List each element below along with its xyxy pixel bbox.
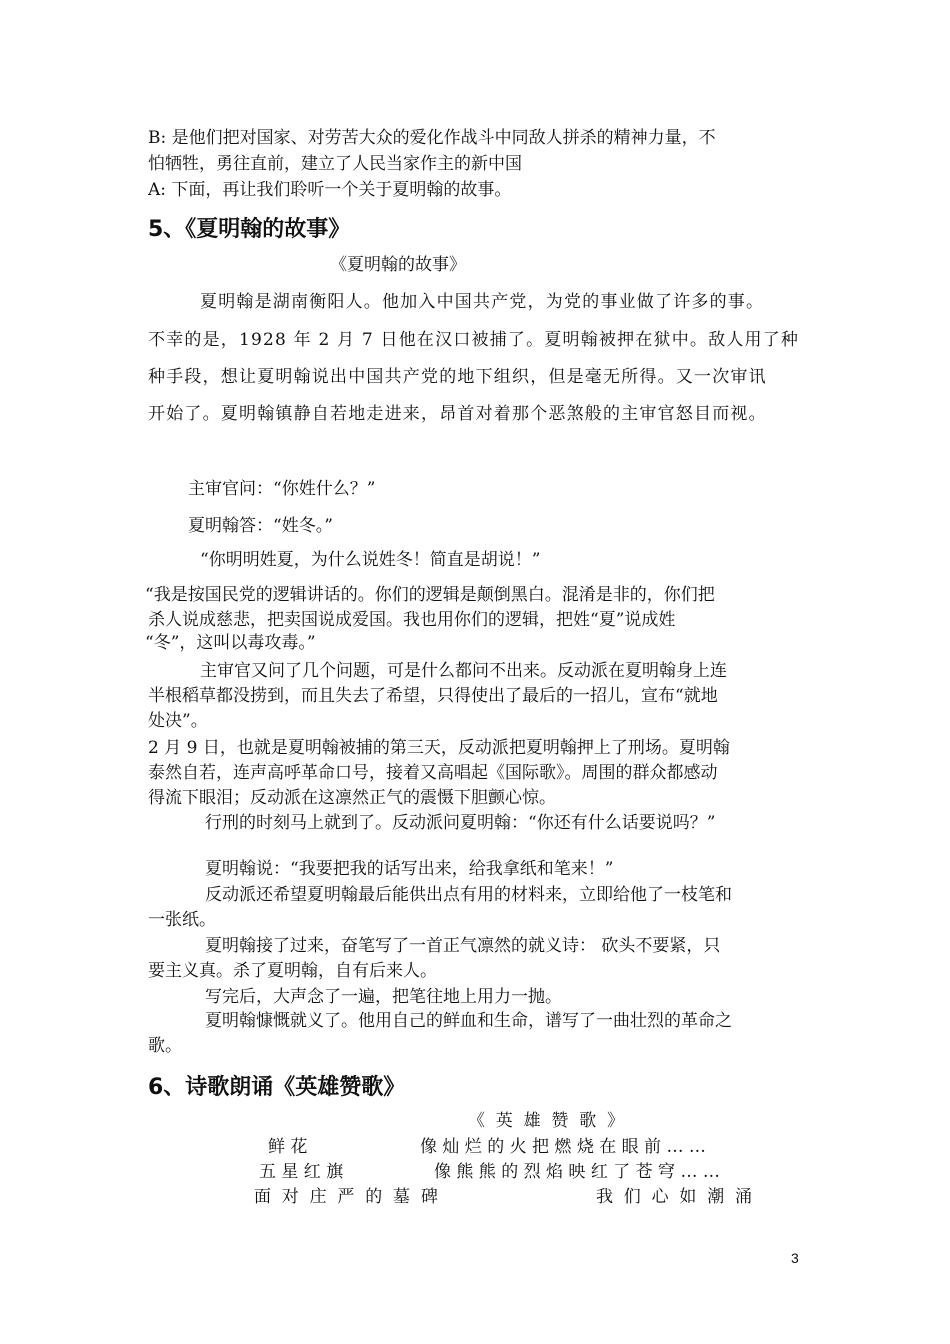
- story-p1-line: 不幸的是，1928 年 2 月 7 日他在汉口被捕了。夏明翰被押在狱中。敌人用了种: [148, 330, 800, 350]
- story-p3-line: 2 月 9 日，也就是夏明翰被捕的第三天，反动派把夏明翰押上了刑场。夏明翰: [148, 738, 730, 758]
- story-p3-line: 得流下眼泪；反动派在这凛然正气的震慑下胆颤心惊。: [148, 788, 556, 808]
- story-p6-line: 一张纸。: [148, 910, 216, 930]
- story-p8: 写完后，大声念了一遍，把笔往地上用力一抛。: [205, 987, 562, 1007]
- story-p2-line: 半根稻草都没捞到，而且失去了希望，只得使出了最后的一招儿，宣布“就地: [148, 686, 718, 706]
- page-number: 3: [791, 1250, 799, 1266]
- story-p3-line: 泰然自若，连声高呼革命口号，接着又高唱起《国际歌》。周围的群众都感动: [148, 763, 718, 783]
- interrogator-retort: “你明明姓夏，为什么说姓冬！简直是胡说！”: [200, 550, 541, 570]
- xia-reply-line: 杀人说成慈悲，把卖国说成爱国。我也用你们的逻辑，把姓“夏”说成姓: [148, 610, 676, 630]
- story-p1-line: 夏明翰是湖南衡阳人。他加入中国共产党，为党的事业做了许多的事。: [200, 292, 765, 312]
- poem-line-right: 像 熊 熊 的 烈 焰 映 红 了 苍 穹 … …: [434, 1162, 720, 1182]
- story-p1-line: 种手段，想让夏明翰说出中国共产党的地下组织，但是毫无所得。又一次审讯: [148, 367, 767, 387]
- story-p2-line: 主审官又问了几个问题，可是什么都问不出来。反动派在夏明翰身上连: [200, 661, 727, 681]
- dialogue-a-line: A: 下面，再让我们聆听一个关于夏明翰的故事。: [148, 180, 512, 200]
- xia-answer: 夏明翰答：“姓冬。”: [188, 516, 333, 536]
- section5-heading: 5、《夏明翰的故事》: [148, 217, 351, 242]
- story-p7-line: 要主义真。杀了夏明翰，自有后来人。: [148, 961, 437, 981]
- story-title: 《夏明翰的故事》: [330, 255, 466, 275]
- dialogue-b-line2: 怕牺牲，勇往直前，建立了人民当家作主的新中国: [148, 154, 522, 174]
- story-p2-line: 处决”。: [148, 711, 208, 731]
- story-p1-line: 开始了。夏明翰镇静自若地走进来，昂首对着那个恶煞般的主审官怒目而视。: [148, 404, 767, 424]
- story-p6-line: 反动派还希望夏明翰最后能供出点有用的材料来，立即给他了一枝笔和: [205, 885, 732, 905]
- story-p5: 夏明翰说：“我要把我的话写出来，给我拿纸和笔来！”: [205, 859, 614, 879]
- story-p4: 行刑的时刻马上就到了。反动派问夏明翰：“你还有什么话要说吗？”: [205, 813, 716, 833]
- poem-line-right: 像 灿 烂 的 火 把 燃 烧 在 眼 前 … …: [420, 1137, 706, 1157]
- poem-line-left: 五 星 红 旗: [259, 1162, 344, 1182]
- poem-title: 《 英 雄 赞 歌 》: [468, 1111, 625, 1131]
- dialogue-b-line1: B: 是他们把对国家、对劳苦大众的爱化作战斗中同敌人拼杀的精神力量，不: [148, 128, 716, 148]
- xia-reply-line: “我是按国民党的逻辑讲话的。你们的逻辑是颠倒黑白。混淆是非的，你们把: [145, 585, 715, 605]
- poem-line-left: 面 对 庄 严 的 墓 碑: [254, 1187, 438, 1207]
- story-p9-line: 歌。: [148, 1036, 182, 1056]
- interrogator-question: 主审官问：“你姓什么？”: [188, 479, 376, 499]
- story-p9-line: 夏明翰慷慨就义了。他用自己的鲜血和生命，谱写了一曲壮烈的革命之: [205, 1011, 732, 1031]
- xia-reply-line: “冬”，这叫以毒攻毒。”: [145, 633, 316, 653]
- section6-heading: 6、诗歌朗诵《英雄赞歌》: [148, 1075, 406, 1100]
- story-p7-line: 夏明翰接了过来，奋笔写了一首正气凛然的就义诗： 砍头不要紧，只: [205, 936, 721, 956]
- poem-line-right: 我 们 心 如 潮 涌: [596, 1187, 753, 1207]
- poem-line-left: 鲜 花: [268, 1137, 308, 1157]
